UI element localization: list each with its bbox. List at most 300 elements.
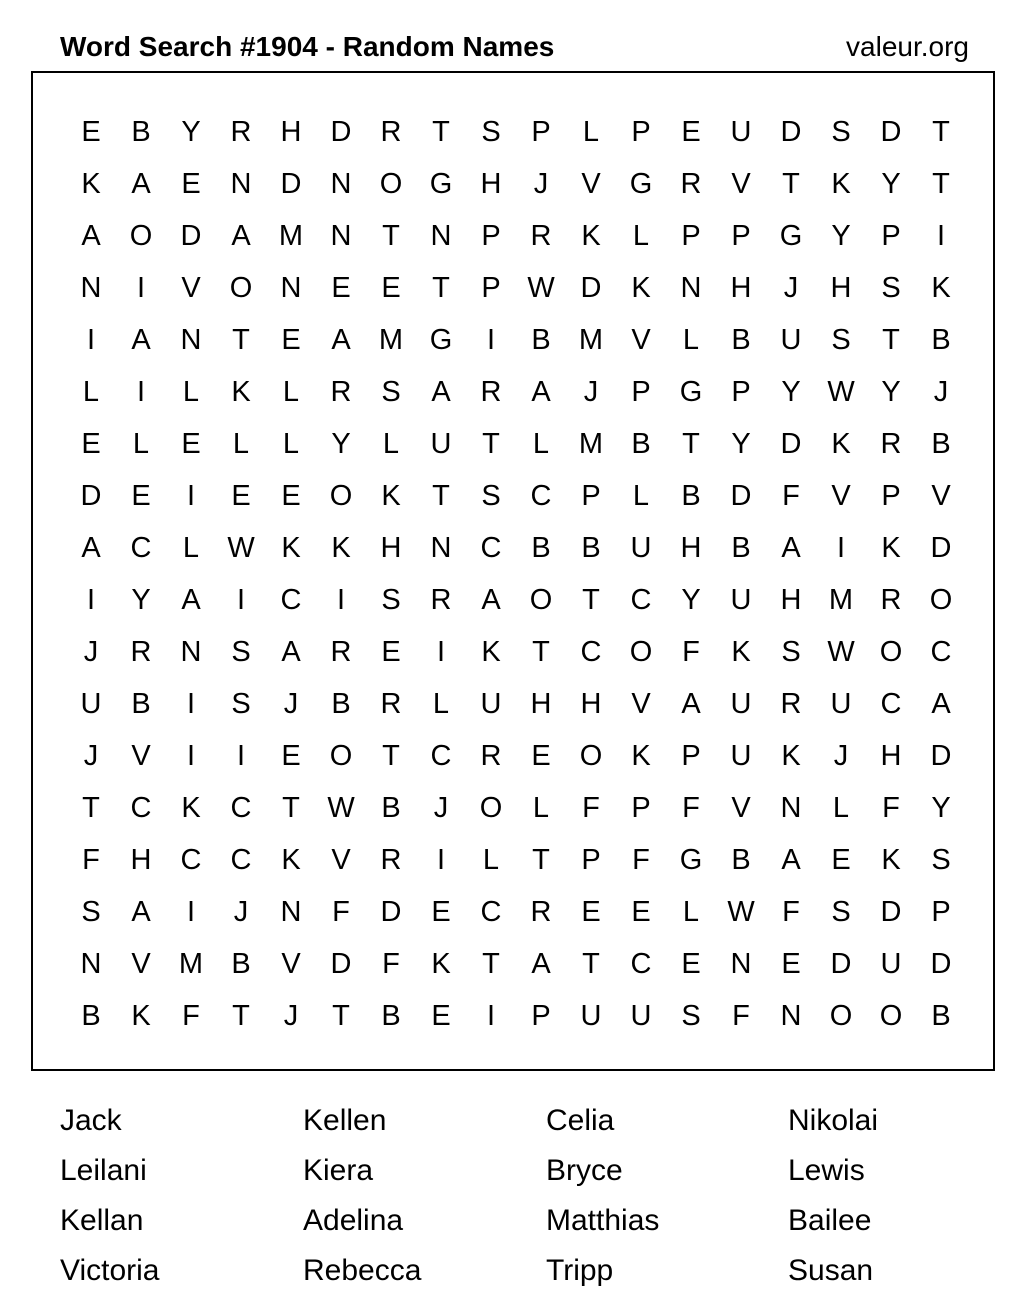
grid-cell[interactable]: B <box>931 1000 951 1032</box>
grid-cell[interactable]: C <box>630 948 652 980</box>
grid-cell[interactable]: S <box>681 1000 701 1032</box>
grid-cell[interactable]: G <box>429 324 453 356</box>
grid-cell[interactable]: P <box>481 272 501 304</box>
grid-cell[interactable]: N <box>180 636 202 668</box>
grid-cell[interactable]: T <box>482 428 500 460</box>
grid-cell[interactable]: E <box>231 480 251 512</box>
grid-cell[interactable]: N <box>330 168 352 200</box>
grid-cell[interactable]: A <box>231 220 251 252</box>
grid-cell[interactable]: T <box>382 740 400 772</box>
grid-cell[interactable]: T <box>232 324 250 356</box>
grid-cell[interactable]: M <box>178 948 204 980</box>
grid-cell[interactable]: U <box>630 532 652 564</box>
grid-cell[interactable]: R <box>780 688 802 720</box>
grid-cell[interactable]: H <box>880 740 902 772</box>
grid-cell[interactable]: K <box>731 636 751 668</box>
grid-cell[interactable]: D <box>580 272 602 304</box>
grid-cell[interactable]: M <box>828 584 854 616</box>
grid-cell[interactable]: E <box>631 896 651 928</box>
grid-cell[interactable]: T <box>232 1000 250 1032</box>
grid-cell[interactable]: G <box>429 168 453 200</box>
grid-cell[interactable]: V <box>131 740 151 772</box>
grid-cell[interactable]: D <box>80 480 102 512</box>
grid-cell[interactable]: N <box>280 272 302 304</box>
grid-cell[interactable]: S <box>481 116 501 148</box>
grid-cell[interactable]: L <box>632 480 650 512</box>
grid-cell[interactable]: H <box>830 272 852 304</box>
grid-cell[interactable]: R <box>480 376 502 408</box>
grid-cell[interactable]: U <box>830 688 852 720</box>
grid-cell[interactable]: D <box>780 428 802 460</box>
grid-cell[interactable]: O <box>229 272 253 304</box>
grid-cell[interactable]: G <box>679 376 703 408</box>
grid-cell[interactable]: K <box>481 636 501 668</box>
grid-cell[interactable]: V <box>931 480 951 512</box>
grid-cell[interactable]: I <box>86 584 96 616</box>
grid-cell[interactable]: C <box>930 636 952 668</box>
grid-cell[interactable]: N <box>330 220 352 252</box>
grid-cell[interactable]: Y <box>881 376 901 408</box>
grid-cell[interactable]: N <box>80 948 102 980</box>
grid-cell[interactable]: H <box>730 272 752 304</box>
grid-cell[interactable]: O <box>329 480 353 512</box>
grid-cell[interactable]: L <box>682 324 700 356</box>
grid-cell[interactable]: P <box>581 480 601 512</box>
grid-cell[interactable]: D <box>380 896 402 928</box>
grid-cell[interactable]: F <box>582 792 600 824</box>
grid-cell[interactable]: K <box>331 532 351 564</box>
grid-cell[interactable]: R <box>380 116 402 148</box>
grid-cell[interactable]: F <box>82 844 100 876</box>
grid-cell[interactable]: H <box>480 168 502 200</box>
grid-cell[interactable]: K <box>931 272 951 304</box>
grid-cell[interactable]: C <box>230 844 252 876</box>
grid-cell[interactable]: E <box>81 428 101 460</box>
grid-cell[interactable]: R <box>530 896 552 928</box>
grid-cell[interactable]: V <box>631 688 651 720</box>
grid-cell[interactable]: K <box>631 740 651 772</box>
grid-cell[interactable]: U <box>730 688 752 720</box>
grid-cell[interactable]: P <box>581 844 601 876</box>
grid-cell[interactable]: N <box>180 324 202 356</box>
grid-cell[interactable]: R <box>330 376 352 408</box>
grid-cell[interactable]: L <box>132 428 150 460</box>
grid-cell[interactable]: D <box>930 948 952 980</box>
grid-cell[interactable]: I <box>86 324 96 356</box>
grid-cell[interactable]: V <box>831 480 851 512</box>
grid-cell[interactable]: U <box>430 428 452 460</box>
grid-cell[interactable]: R <box>480 740 502 772</box>
grid-cell[interactable]: I <box>136 272 146 304</box>
grid-cell[interactable]: I <box>486 1000 496 1032</box>
grid-cell[interactable]: D <box>280 168 302 200</box>
grid-cell[interactable]: K <box>281 844 301 876</box>
grid-cell[interactable]: B <box>731 324 751 356</box>
grid-cell[interactable]: R <box>130 636 152 668</box>
grid-cell[interactable]: I <box>186 896 196 928</box>
grid-cell[interactable]: T <box>782 168 800 200</box>
grid-cell[interactable]: J <box>933 376 949 408</box>
grid-cell[interactable]: K <box>231 376 251 408</box>
grid-cell[interactable]: E <box>431 1000 451 1032</box>
grid-cell[interactable]: I <box>836 532 846 564</box>
grid-cell[interactable]: Y <box>181 116 201 148</box>
grid-cell[interactable]: F <box>632 844 650 876</box>
grid-cell[interactable]: B <box>931 324 951 356</box>
grid-cell[interactable]: S <box>781 636 801 668</box>
grid-cell[interactable]: D <box>880 116 902 148</box>
grid-cell[interactable]: C <box>580 636 602 668</box>
grid-cell[interactable]: D <box>830 948 852 980</box>
grid-cell[interactable]: L <box>432 688 450 720</box>
grid-cell[interactable]: K <box>281 532 301 564</box>
grid-cell[interactable]: K <box>881 532 901 564</box>
grid-cell[interactable]: A <box>531 376 551 408</box>
grid-cell[interactable]: R <box>380 688 402 720</box>
grid-cell[interactable]: V <box>731 168 751 200</box>
grid-cell[interactable]: N <box>730 948 752 980</box>
grid-cell[interactable]: M <box>378 324 404 356</box>
grid-cell[interactable]: Y <box>331 428 351 460</box>
grid-cell[interactable]: U <box>630 1000 652 1032</box>
grid-cell[interactable]: V <box>181 272 201 304</box>
grid-cell[interactable]: V <box>281 948 301 980</box>
grid-cell[interactable]: T <box>882 324 900 356</box>
grid-cell[interactable]: V <box>631 324 651 356</box>
grid-cell[interactable]: K <box>381 480 401 512</box>
grid-cell[interactable]: A <box>431 376 451 408</box>
grid-cell[interactable]: A <box>331 324 351 356</box>
grid-cell[interactable]: O <box>329 740 353 772</box>
grid-cell[interactable]: P <box>731 220 751 252</box>
grid-cell[interactable]: B <box>331 688 351 720</box>
grid-cell[interactable]: B <box>581 532 601 564</box>
grid-cell[interactable]: Y <box>931 792 951 824</box>
grid-cell[interactable]: U <box>580 1000 602 1032</box>
grid-cell[interactable]: I <box>186 480 196 512</box>
grid-cell[interactable]: G <box>629 168 653 200</box>
grid-cell[interactable]: N <box>430 532 452 564</box>
grid-cell[interactable]: E <box>681 116 701 148</box>
grid-cell[interactable]: Y <box>881 168 901 200</box>
grid-cell[interactable]: P <box>931 896 951 928</box>
grid-cell[interactable]: S <box>831 896 851 928</box>
grid-cell[interactable]: K <box>81 168 101 200</box>
grid-cell[interactable]: S <box>931 844 951 876</box>
grid-cell[interactable]: K <box>881 844 901 876</box>
grid-cell[interactable]: T <box>932 168 950 200</box>
grid-cell[interactable]: L <box>282 376 300 408</box>
grid-cell[interactable]: D <box>330 116 352 148</box>
grid-cell[interactable]: K <box>831 428 851 460</box>
grid-cell[interactable]: E <box>431 896 451 928</box>
grid-cell[interactable]: P <box>531 116 551 148</box>
grid-cell[interactable]: L <box>282 428 300 460</box>
grid-cell[interactable]: M <box>578 324 604 356</box>
grid-cell[interactable]: Y <box>681 584 701 616</box>
grid-cell[interactable]: S <box>231 688 251 720</box>
grid-cell[interactable]: W <box>727 896 755 928</box>
grid-cell[interactable]: Y <box>731 428 751 460</box>
grid-cell[interactable]: L <box>182 376 200 408</box>
grid-cell[interactable]: P <box>681 220 701 252</box>
grid-cell[interactable]: U <box>880 948 902 980</box>
grid-cell[interactable]: F <box>332 896 350 928</box>
grid-cell[interactable]: A <box>81 220 101 252</box>
grid-cell[interactable]: E <box>331 272 351 304</box>
grid-cell[interactable]: B <box>681 480 701 512</box>
grid-cell[interactable]: N <box>230 168 252 200</box>
grid-cell[interactable]: V <box>581 168 601 200</box>
grid-cell[interactable]: I <box>236 584 246 616</box>
grid-cell[interactable]: O <box>879 1000 903 1032</box>
grid-cell[interactable]: T <box>382 220 400 252</box>
grid-cell[interactable]: I <box>436 844 446 876</box>
grid-cell[interactable]: T <box>532 844 550 876</box>
grid-cell[interactable]: N <box>680 272 702 304</box>
grid-cell[interactable]: H <box>280 116 302 148</box>
grid-cell[interactable]: L <box>682 896 700 928</box>
grid-cell[interactable]: N <box>430 220 452 252</box>
grid-cell[interactable]: C <box>130 532 152 564</box>
grid-cell[interactable]: K <box>431 948 451 980</box>
grid-cell[interactable]: H <box>780 584 802 616</box>
grid-cell[interactable]: L <box>232 428 250 460</box>
grid-cell[interactable]: A <box>931 688 951 720</box>
grid-cell[interactable]: S <box>231 636 251 668</box>
grid-cell[interactable]: N <box>780 792 802 824</box>
grid-cell[interactable]: L <box>482 844 500 876</box>
grid-cell[interactable]: S <box>831 116 851 148</box>
grid-cell[interactable]: B <box>531 532 551 564</box>
grid-cell[interactable]: T <box>482 948 500 980</box>
grid-cell[interactable]: U <box>730 584 752 616</box>
grid-cell[interactable]: D <box>330 948 352 980</box>
grid-cell[interactable]: O <box>879 636 903 668</box>
grid-cell[interactable]: W <box>827 376 855 408</box>
grid-cell[interactable]: L <box>632 220 650 252</box>
grid-cell[interactable]: E <box>581 896 601 928</box>
grid-cell[interactable]: C <box>480 532 502 564</box>
grid-cell[interactable]: U <box>480 688 502 720</box>
grid-cell[interactable]: B <box>131 688 151 720</box>
grid-cell[interactable]: R <box>680 168 702 200</box>
grid-cell[interactable]: K <box>181 792 201 824</box>
grid-cell[interactable]: S <box>481 480 501 512</box>
grid-cell[interactable]: D <box>730 480 752 512</box>
grid-cell[interactable]: K <box>781 740 801 772</box>
grid-cell[interactable]: J <box>83 636 99 668</box>
grid-cell[interactable]: L <box>832 792 850 824</box>
grid-cell[interactable]: Y <box>831 220 851 252</box>
grid-cell[interactable]: N <box>780 1000 802 1032</box>
grid-cell[interactable]: E <box>381 272 401 304</box>
grid-cell[interactable]: K <box>131 1000 151 1032</box>
grid-cell[interactable]: I <box>136 376 146 408</box>
grid-cell[interactable]: H <box>130 844 152 876</box>
grid-cell[interactable]: K <box>581 220 601 252</box>
grid-cell[interactable]: A <box>781 844 801 876</box>
grid-cell[interactable]: E <box>531 740 551 772</box>
grid-cell[interactable]: C <box>280 584 302 616</box>
grid-cell[interactable]: R <box>880 428 902 460</box>
grid-cell[interactable]: J <box>283 1000 299 1032</box>
grid-cell[interactable]: T <box>432 480 450 512</box>
grid-cell[interactable]: E <box>781 948 801 980</box>
grid-cell[interactable]: R <box>230 116 252 148</box>
grid-cell[interactable]: P <box>631 116 651 148</box>
grid-cell[interactable]: E <box>831 844 851 876</box>
grid-cell[interactable]: T <box>332 1000 350 1032</box>
grid-cell[interactable]: F <box>182 1000 200 1032</box>
grid-cell[interactable]: L <box>182 532 200 564</box>
grid-cell[interactable]: R <box>330 636 352 668</box>
grid-cell[interactable]: R <box>530 220 552 252</box>
grid-cell[interactable]: K <box>831 168 851 200</box>
grid-cell[interactable]: A <box>181 584 201 616</box>
grid-cell[interactable]: T <box>432 272 450 304</box>
grid-cell[interactable]: F <box>682 636 700 668</box>
grid-cell[interactable]: D <box>880 896 902 928</box>
grid-cell[interactable]: A <box>131 896 151 928</box>
grid-cell[interactable]: O <box>129 220 153 252</box>
grid-cell[interactable]: F <box>382 948 400 980</box>
grid-cell[interactable]: N <box>80 272 102 304</box>
grid-cell[interactable]: A <box>781 532 801 564</box>
grid-cell[interactable]: E <box>381 636 401 668</box>
grid-cell[interactable]: L <box>532 428 550 460</box>
grid-cell[interactable]: E <box>81 116 101 148</box>
grid-cell[interactable]: S <box>381 584 401 616</box>
grid-cell[interactable]: O <box>929 584 953 616</box>
grid-cell[interactable]: B <box>631 428 651 460</box>
grid-cell[interactable]: O <box>829 1000 853 1032</box>
grid-cell[interactable]: B <box>381 1000 401 1032</box>
grid-cell[interactable]: C <box>180 844 202 876</box>
grid-cell[interactable]: J <box>283 688 299 720</box>
grid-cell[interactable]: O <box>379 168 403 200</box>
grid-cell[interactable]: F <box>732 1000 750 1032</box>
grid-cell[interactable]: T <box>932 116 950 148</box>
grid-cell[interactable]: O <box>579 740 603 772</box>
grid-cell[interactable]: L <box>582 116 600 148</box>
grid-cell[interactable]: I <box>936 220 946 252</box>
grid-cell[interactable]: L <box>382 428 400 460</box>
grid-cell[interactable]: B <box>731 844 751 876</box>
grid-cell[interactable]: U <box>780 324 802 356</box>
grid-cell[interactable]: C <box>230 792 252 824</box>
grid-cell[interactable]: C <box>430 740 452 772</box>
grid-cell[interactable]: D <box>780 116 802 148</box>
grid-cell[interactable]: S <box>831 324 851 356</box>
grid-cell[interactable]: B <box>131 116 151 148</box>
grid-cell[interactable]: L <box>82 376 100 408</box>
grid-cell[interactable]: B <box>81 1000 101 1032</box>
grid-cell[interactable]: O <box>629 636 653 668</box>
grid-cell[interactable]: F <box>782 480 800 512</box>
grid-cell[interactable]: U <box>730 116 752 148</box>
grid-cell[interactable]: H <box>680 532 702 564</box>
grid-cell[interactable]: E <box>181 168 201 200</box>
grid-cell[interactable]: J <box>83 740 99 772</box>
grid-cell[interactable]: T <box>282 792 300 824</box>
grid-cell[interactable]: C <box>480 896 502 928</box>
grid-cell[interactable]: A <box>131 168 151 200</box>
grid-cell[interactable]: B <box>931 428 951 460</box>
grid-cell[interactable]: I <box>436 636 446 668</box>
grid-cell[interactable]: M <box>278 220 304 252</box>
grid-cell[interactable]: A <box>531 948 551 980</box>
grid-cell[interactable]: L <box>532 792 550 824</box>
grid-cell[interactable]: J <box>583 376 599 408</box>
grid-cell[interactable]: A <box>81 532 101 564</box>
grid-cell[interactable]: O <box>479 792 503 824</box>
grid-cell[interactable]: I <box>186 740 196 772</box>
grid-cell[interactable]: R <box>430 584 452 616</box>
grid-cell[interactable]: P <box>481 220 501 252</box>
grid-cell[interactable]: J <box>533 168 549 200</box>
grid-cell[interactable]: B <box>381 792 401 824</box>
grid-cell[interactable]: G <box>679 844 703 876</box>
grid-cell[interactable]: W <box>827 636 855 668</box>
grid-cell[interactable]: B <box>531 324 551 356</box>
grid-cell[interactable]: Y <box>781 376 801 408</box>
grid-cell[interactable]: W <box>327 792 355 824</box>
grid-cell[interactable]: V <box>731 792 751 824</box>
grid-cell[interactable]: P <box>681 740 701 772</box>
grid-cell[interactable]: P <box>631 376 651 408</box>
grid-cell[interactable]: J <box>833 740 849 772</box>
grid-cell[interactable]: P <box>731 376 751 408</box>
grid-cell[interactable]: R <box>380 844 402 876</box>
grid-cell[interactable]: T <box>682 428 700 460</box>
grid-cell[interactable]: I <box>186 688 196 720</box>
grid-cell[interactable]: T <box>432 116 450 148</box>
grid-cell[interactable]: S <box>81 896 101 928</box>
grid-cell[interactable]: E <box>181 428 201 460</box>
grid-cell[interactable]: H <box>380 532 402 564</box>
grid-cell[interactable]: C <box>880 688 902 720</box>
grid-cell[interactable]: E <box>281 740 301 772</box>
grid-cell[interactable]: J <box>433 792 449 824</box>
grid-cell[interactable]: S <box>381 376 401 408</box>
grid-cell[interactable]: S <box>881 272 901 304</box>
grid-cell[interactable]: T <box>532 636 550 668</box>
grid-cell[interactable]: U <box>80 688 102 720</box>
grid-cell[interactable]: G <box>779 220 803 252</box>
grid-cell[interactable]: C <box>630 584 652 616</box>
grid-cell[interactable]: J <box>233 896 249 928</box>
grid-cell[interactable]: B <box>731 532 751 564</box>
grid-cell[interactable]: W <box>527 272 555 304</box>
grid-cell[interactable]: F <box>682 792 700 824</box>
grid-cell[interactable]: F <box>782 896 800 928</box>
grid-cell[interactable]: P <box>631 792 651 824</box>
grid-cell[interactable]: J <box>783 272 799 304</box>
grid-cell[interactable]: T <box>82 792 100 824</box>
grid-cell[interactable]: I <box>236 740 246 772</box>
grid-cell[interactable]: M <box>578 428 604 460</box>
grid-cell[interactable]: U <box>730 740 752 772</box>
grid-cell[interactable]: E <box>281 480 301 512</box>
grid-cell[interactable]: F <box>882 792 900 824</box>
grid-cell[interactable]: D <box>180 220 202 252</box>
grid-cell[interactable]: T <box>582 584 600 616</box>
grid-cell[interactable]: A <box>131 324 151 356</box>
grid-cell[interactable]: A <box>281 636 301 668</box>
grid-cell[interactable]: O <box>529 584 553 616</box>
grid-cell[interactable]: C <box>130 792 152 824</box>
